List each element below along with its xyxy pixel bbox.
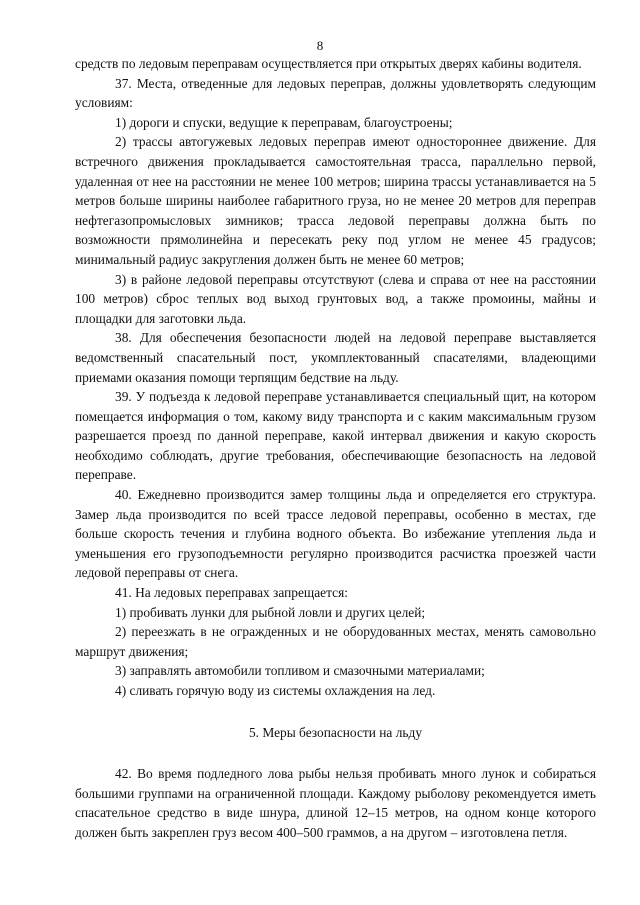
document-body [75, 54, 596, 843]
list-item-41-4: 4) сливать горячую воду из системы охлаждения на лед. [115, 683, 436, 698]
section-heading: 5. Меры безопасности на льду [248, 724, 423, 740]
list-item-41-3: 3) заправлять автомобили топливом и смазочными материалами; [115, 663, 485, 679]
page-number: 8 [316, 38, 324, 53]
paragraph-40: 40. Ежедневно производится замер толщины льда и определяется его структура. Замер льда производится по всей трассе ледовой переправы, особенно в местах, где больше скорость течения и глубина водного объекта. Во избежание утепления льда и уменьшения его грузоподъемности регулярно производится расчистка проезжей части ледовой переправы от снега. [75, 487, 596, 581]
paragraph-37: 37. Места, отведенные для ледовых переправ, должны удовлетворять следующим условиям: [75, 75, 596, 111]
paragraph-continuation: средств по ледовым переправам осуществляется при открытых дверях кабины водителя. [75, 56, 582, 71]
paragraph-38: 38. Для обеспечения безопасности людей на ледовой переправе выставляется ведомственный спасательный пост, укомплектованный спасателями, владеющими приемами оказания помощи терпящим бедствие на льду. [75, 330, 596, 385]
paragraph-42: 42. Во время подледного лова рыбы нельзя пробивать много лунок и собираться большими группами на ограниченной площади. Каждому рыболову рекомендуется иметь спасательное средство в виде шнура, длиной 12–15 метров, на одном конце которого должен быть закреплен груз весом 400–500 граммов, а на другом – изготовлена петля. [75, 766, 596, 840]
paragraph-41: 41. На ледовых переправах запрещается: [115, 585, 348, 601]
list-item-41-1: 1) пробивать лунки для рыбной ловли и других целей; [115, 604, 426, 620]
list-item-37-3: 3) в районе ледовой переправы отсутствуют (слева и справа от нее на расстоянии 100 метров) сброс теплых вод выход грунтовых вод, а также промоины, майны и площадки для заготовки льда. [75, 271, 596, 326]
list-item-41-2: 2) переезжать в не огражденных и не оборудованных местах, менять самовольно маршрут движения; [75, 624, 596, 659]
paragraph-39: 39. У подъезда к ледовой переправе устанавливается специальный щит, на котором помещается информация о том, какому виду транспорта и с каким максимальным грузом разрешается проезд по данной переправе, какой интервал движения и какую скорость необходимо соблюдать, другие требования, обеспечивающие безопасность на ледовой переправе. [75, 389, 596, 483]
list-item-37-2: 2) трассы автогужевых ледовых переправ имеют одностороннее движение. Для встречного движения прокладывается самостоятельная трасса, параллельно первой, удаленная от нее на расстоянии не менее 100 метров; ширина трассы устанавливается на 5 метров больше ширины наиболее габаритного груза, но не менее 20 метров для переправ нефтегазопромысловых зимников; трасса ледовой переправы должна быть по возможности прямолинейна и пересекать реку под углом не менее 45 градусов; минимальный радиус закругления должен быть не менее 60 метров; [75, 134, 596, 267]
list-item-37-1: 1) дороги и спуски, ведущие к переправам, благоустроены; [115, 114, 453, 130]
